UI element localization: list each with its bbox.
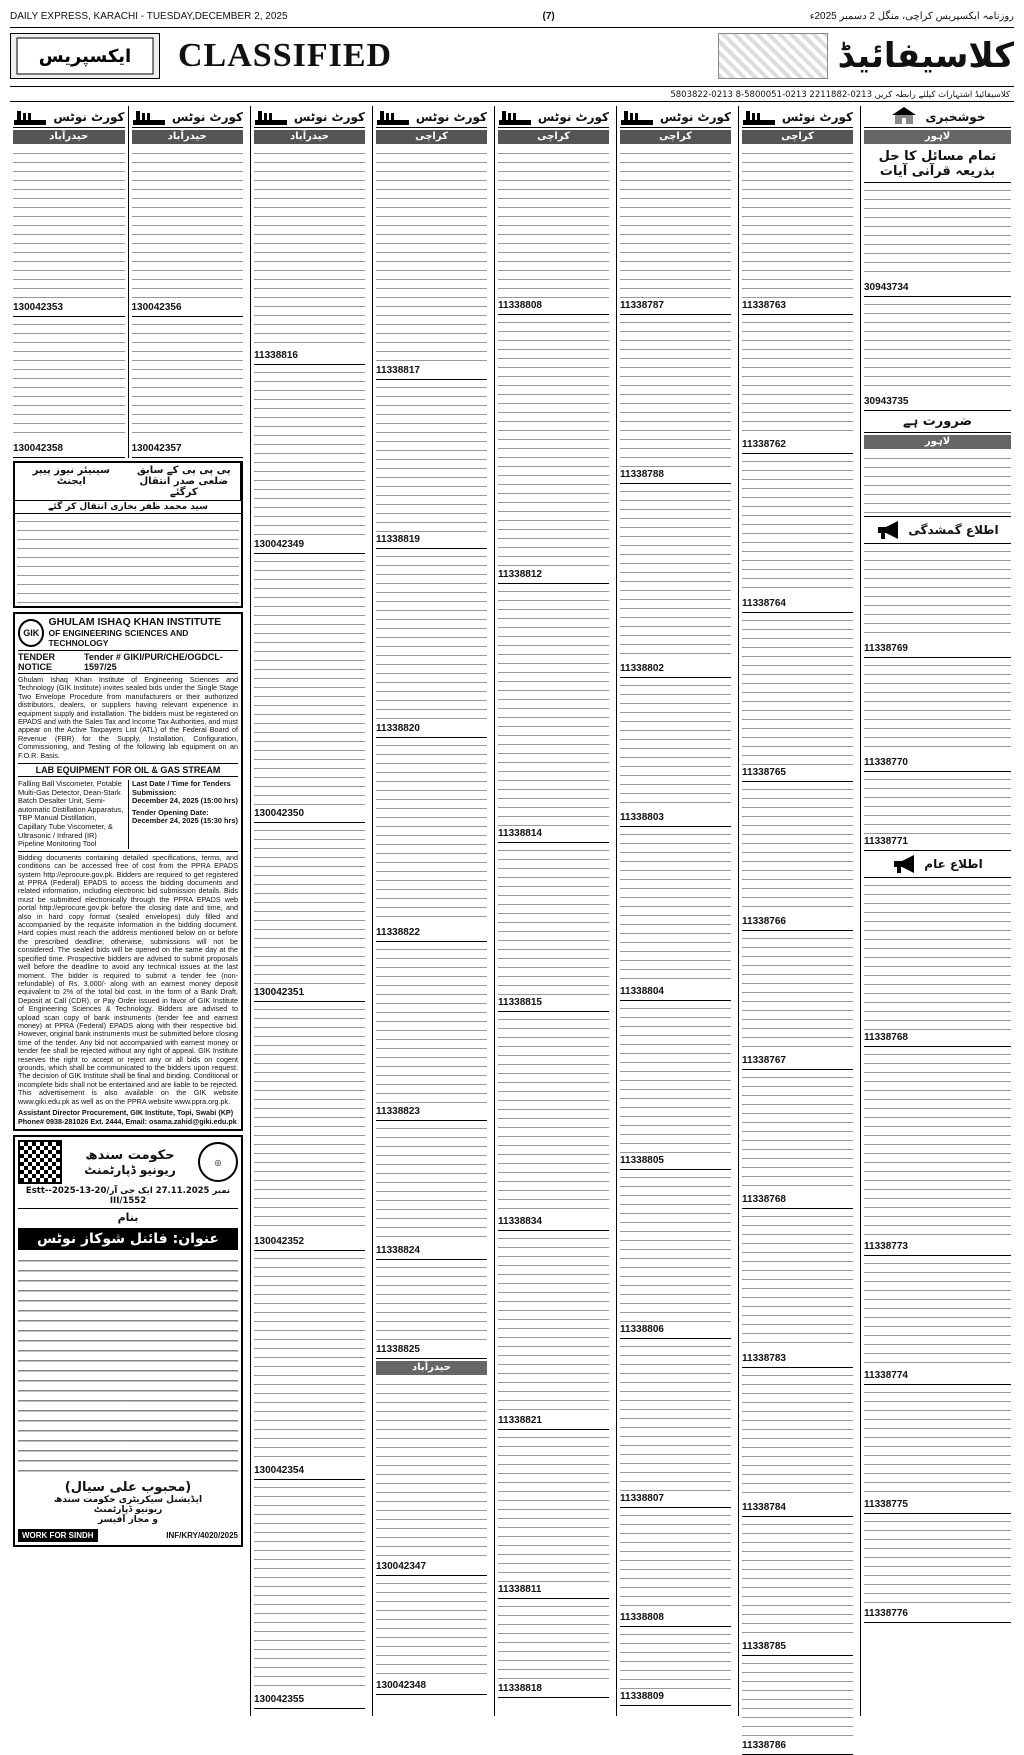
court-notice: 130042357	[132, 317, 244, 458]
court-notice: 11338805	[620, 1001, 731, 1170]
classified-ad: 11338776	[864, 1514, 1011, 1623]
masthead	[10, 30, 1014, 82]
dateline	[10, 6, 1014, 28]
court-notice: 130042351	[254, 823, 365, 1002]
classified-ad: 11338768	[864, 878, 1011, 1047]
court-notice: 11338825	[376, 1260, 487, 1359]
gavel-icon	[620, 108, 654, 126]
court-notice: 11338811	[498, 1430, 609, 1599]
court-notice: 11338788	[620, 315, 731, 484]
classified-ad: 11338770	[864, 658, 1011, 772]
gik-logo-icon: GIK	[18, 619, 44, 647]
column-5: کورٹ نوٹس کراچی 11338787 11338788 11338802 11338803 11338804 11338805 11338806 11338807 11338808 11338809	[616, 106, 734, 1716]
sindh-show-cause-notice: ◎ حکومت سندھ ریونیو ڈپارٹمنٹ نمبر 27.11.2025 ایک جی آر/20-13-2025-Estt-III/1552 بنام عنوان: فائنل شوکاز نوٹس (محبوب علی سیال) ایڈیشنل سیکریٹری حکومت سندھ ریونیو ڈپارٹمنٹ و مجاز آفیسر WORK FOR SINDH INF/KRY/4020/2025	[13, 1135, 243, 1547]
contact-bar: کلاسیفائیڈ اشتہارات کیلئے رابطہ کریں 0213-2211882 0213-5800051-8 0213-5803822	[10, 86, 1014, 102]
gavel-icon	[376, 108, 410, 126]
court-notice: 11338804	[620, 827, 731, 1001]
gavel-icon	[13, 108, 47, 126]
column-4: کورٹ نوٹس کراچی 11338808 11338812 11338814 11338815 11338834 11338821 11338811 11338818	[494, 106, 612, 1716]
classified-ad: 11338769	[864, 544, 1011, 658]
court-notice: 11338820	[376, 549, 487, 738]
dateline-left: DAILY EXPRESS, KARACHI - TUESDAY,DECEMBER 2, 2025	[10, 11, 288, 22]
court-notice: 11338764	[742, 454, 853, 613]
court-notice: 11338807	[620, 1339, 731, 1508]
masthead-artwork	[718, 33, 828, 79]
court-notice: 130042352	[254, 1002, 365, 1251]
court-notice: 11338817	[376, 146, 487, 380]
section-missing-notice: اطلاع گمشدگی	[864, 517, 1011, 544]
column-3: کورٹ نوٹس کراچی 11338817 11338819 11338820 11338822 11338823 11338824 11338825 حیدرآباد 130042347 130042348	[372, 106, 490, 1716]
obituary-box: سینیئر نیوز پیپر ایجنٹ پی پی پی کے سابق ضلعی صدر انتقال کرگئے سید محمد ظفر بخاری انتقال کر گئے	[13, 461, 243, 608]
court-notice: 11338787	[620, 146, 731, 315]
court-notice: 11338815	[498, 843, 609, 1012]
classified-ad: 11338774	[864, 1256, 1011, 1385]
classified-ad: 30943734	[864, 183, 1011, 297]
qr-code-icon	[18, 1140, 62, 1184]
column-1: کورٹ نوٹس حیدرآباد 130042353 130042358 کورٹ نوٹس حیدرآباد 130042356 130042357 سینیئر نیوز پیپر ایجنٹ پی پی پی کے سابق ضلعی صدر انتقال کرگئے سید محمد ظفر بخاری انتقال کر گئے GIK GHULAM ISHAQ KHAN INSTITUTE OF ENGINEERING SCIENCES AND TECHNOLOGY TENDER NOTICE Tender # GIKI/PUR/CHE/OGDCL-1597/25 Ghulam Ishaq Khan Institute of Engineering Sciences and Technology (GIK Institute) invites sealed bids under the Single Stage Two Envelope Procedure from manufacturers or their authorized distributors, dealers, or suppliers having relevant experience in equipment supply and installation. The bidders must be registered on EPADS and with the Sales Tax and Income Tax Authorities, and must appear on the Active Taxpayers List (ATL) of the Federal Board of Revenue (FBR) for the Supply, Installation, Configuration, Commissioning, and Testing of the following lab equipment on an F.O.R. Basis. LAB EQUIPMENT FOR OIL & GAS STREAM Falling Ball Viscometer, Potable Multi-Gas Detector, Dean-Stark Batch Desalter Unit, Semi-automatic Distillation Apparatus, TBP Manual Distillation, Capillary Tube Viscometer, & Ultrasonic / Infrared (IR) Pipeline Monitoring Tool Last Date / Time for Tenders Submission: December 24, 2025 (15:00 hrs) Tender Opening Date: December 24, 2025 (15:30 hrs) Bidding documents containing detailed specifications, terms, and conditions can be accessed free of cost from the PPRA EPADS system http://eprocure.gov.pk. Bidders are required to get registered at PPRA (Federal) EPADS to access the bidding documents and related information, including electronic bid submission details. Bids must be submitted electronically through the PPRA EPADS web portal http://eprocure.gov.pk before the closing date and time, and also in hard copy format (sealed envelopes) duly filled and accompanied by the requisite information in the bidding document. Hard copies must reach the address mentioned below on or before the prescribed deadline; otherwise, submissions will not be considered. The sealed bids will be opened on the same day at the specified time. Prospective bidders are advised to submit proposals well before the deadline to avoid any technical issues at the last moment. The bidder is required to submit a tender fee (non-refundable) of Rs. 3,000/- along with an earnest money deposit equivalent to 2% of the total bid cost, in the form of a Bank Draft, Deposit at Call (CDR), or Pay Order issued in favor of GIK Institute of Engineering Sciences & Technology. Bidders are advised to upload scan copy of bank instruments (tender fee and earnest money) at PPRA (Federal) EPADS along with their respective bid. However, original bank instruments must be submitted before closing time of the tender. Any bid not accompanied with earnest money or tender fee shall be rejected without any right of appeal. GIK Institute reserves the right to accept or reject any or all bids on cogent grounds, which shall be communicated to the bidders upon request. The decision of GIK Institute shall be final and binding. Conditional or incomplete bids shall not be entertained and are liable to be rejected. This advertisement is also available on the GIK website www.giki.edu.pk as well as on the PPRA website www.ppra.org.pk. Assistant Director Procurement, GIK Institute, Topi, Swabi (KP) Phone# 0938-281026 Ext. 2444, Email: osama.zahid@giki.edu.pk ◎ حکومت سندھ ریونیو ڈپارٹمنٹ نمبر 27.11.2025 ایک جی آر/20-13-2025-Estt-III/1552 بنام عنوان: فائنل شوکاز نوٹس (محبوب علی سیال) ایڈیشنل سیکریٹری حکومت سندھ ریونیو ڈپارٹمنٹ و مجاز آفیسر WORK FOR SINDH INF/KRY/4020/2025	[10, 106, 246, 1716]
court-notice: 11338814	[498, 584, 609, 843]
column-2: کورٹ نوٹس حیدرآباد 11338816 130042349 130042350 130042351 130042352 130042354 130042355	[250, 106, 368, 1716]
logo-text: ایکسپریس	[38, 46, 132, 67]
dateline-right: روزنامہ ایکسپریس کراچی، منگل 2 دسمبر 2025ء	[809, 11, 1014, 22]
classified-ad	[864, 451, 1011, 517]
court-notice: 11338768	[742, 1070, 853, 1209]
court-notice: 11338784	[742, 1368, 853, 1517]
court-notice: 11338762	[742, 315, 853, 454]
court-notice: 11338808	[498, 146, 609, 315]
classified-ad: 30943735	[864, 297, 1011, 411]
classified-ad: 11338775	[864, 1385, 1011, 1514]
gavel-icon	[254, 108, 288, 126]
court-notice: 130042354	[254, 1251, 365, 1480]
classified-title-ur: کلاسیفائیڈ	[837, 36, 1014, 76]
court-notice: 11338786	[742, 1656, 853, 1755]
court-notice: 130042347	[376, 1377, 487, 1576]
megaphone-icon	[876, 520, 902, 540]
court-notice: 130042353	[13, 146, 125, 317]
court-notice: 130042349	[254, 365, 365, 554]
court-notice: 11338816	[254, 146, 365, 365]
house-icon	[890, 105, 918, 129]
court-notice: 11338821	[498, 1231, 609, 1430]
court-notice: 11338763	[742, 146, 853, 315]
section-general-notice: اطلاع عام	[864, 851, 1011, 878]
court-notice: 11338809	[620, 1627, 731, 1706]
court-notice: 11338765	[742, 613, 853, 782]
court-notice: 11338785	[742, 1517, 853, 1656]
court-notice: 11338783	[742, 1209, 853, 1368]
court-notice: 11338766	[742, 782, 853, 931]
court-notice: 11338803	[620, 678, 731, 827]
court-notice: 130042355	[254, 1480, 365, 1709]
court-notice: 11338819	[376, 380, 487, 549]
section-need: ضرورت ہے	[864, 411, 1011, 433]
court-notice: 11338822	[376, 738, 487, 942]
court-notice: 11338824	[376, 1121, 487, 1260]
classified-ad: 11338773	[864, 1047, 1011, 1256]
court-notice: 11338834	[498, 1012, 609, 1231]
court-notice: 11338806	[620, 1170, 731, 1339]
page-number: (7)	[542, 11, 555, 22]
court-notice: 130042350	[254, 554, 365, 823]
court-notice: 11338767	[742, 931, 853, 1070]
court-notice: 11338812	[498, 315, 609, 584]
court-notice: 130042348	[376, 1576, 487, 1695]
megaphone-icon	[892, 854, 918, 874]
court-notice: 11338823	[376, 942, 487, 1121]
column-7: خوشخبری لاہور تمام مسائل کا حل بذریعہ قرآنی آیات 30943734 30943735 ضرورت ہے لاہور اطلاع گمشدگی 11338769 11338770 11338771 اطلاع عام 11338768 11338773 11338774 11338775 11338776	[860, 106, 1014, 1716]
classified-title-en: CLASSIFIED	[178, 37, 393, 74]
headline: تمام مسائل کا حل بذریعہ قرآنی آیات	[864, 146, 1011, 183]
gavel-icon	[742, 108, 776, 126]
court-notice: 11338818	[498, 1599, 609, 1698]
express-logo	[10, 33, 160, 79]
classified-columns	[10, 106, 1014, 1751]
sindh-seal-icon: ◎	[198, 1142, 238, 1182]
court-notice: 130042358	[13, 317, 125, 458]
court-notice: 11338808	[620, 1508, 731, 1627]
gik-tender-notice: GIK GHULAM ISHAQ KHAN INSTITUTE OF ENGINEERING SCIENCES AND TECHNOLOGY TENDER NOTICE Tender # GIKI/PUR/CHE/OGDCL-1597/25 Ghulam Ishaq Khan Institute of Engineering Sciences and Technology (GIK Institute) invites sealed bids under the Single Stage Two Envelope Procedure from manufacturers or their authorized distributors, dealers, or suppliers having relevant experience in equipment supply and installation. The bidders must be registered on EPADS and with the Sales Tax and Income Tax Authorities, and must appear on the Active Taxpayers List (ATL) of the Federal Board of Revenue (FBR) for the Supply, Installation, Configuration, Commissioning, and Testing of the following lab equipment on an F.O.R. Basis. LAB EQUIPMENT FOR OIL & GAS STREAM Falling Ball Viscometer, Potable Multi-Gas Detector, Dean-Stark Batch Desalter Unit, Semi-automatic Distillation Apparatus, TBP Manual Distillation, Capillary Tube Viscometer, & Ultrasonic / Infrared (IR) Pipeline Monitoring Tool Last Date / Time for Tenders Submission: December 24, 2025 (15:00 hrs) Tender Opening Date: December 24, 2025 (15:30 hrs) Bidding documents containing detailed specifications, terms, and conditions can be accessed free of cost from the PPRA EPADS system http://eprocure.gov.pk. Bidders are required to get registered at PPRA (Federal) EPADS to access the bidding documents and related information, including electronic bid submission details. Bids must be submitted electronically through the PPRA EPADS web portal http://eprocure.gov.pk before the closing date and time, and also in hard copy format (sealed envelopes) duly filled and accompanied by the requisite information in the bidding document. Hard copies must reach the address mentioned below on or before the prescribed deadline; otherwise, submissions will not be considered. The sealed bids will be opened on the same day at the specified time. Prospective bidders are advised to submit proposals well before the deadline to avoid any technical issues at the last moment. The bidder is required to submit a tender fee (non-refundable) of Rs. 3,000/- along with an earnest money deposit equivalent to 2% of the total bid cost, in the form of a Bank Draft, Deposit at Call (CDR), or Pay Order issued in favor of GIK Institute of Engineering Sciences & Technology. Bidders are advised to upload scan copy of bank instruments (tender fee and earnest money) at PPRA (Federal) EPADS along with their respective bid. However, original bank instruments must be submitted before closing time of the tender. Any bid not accompanied with earnest money or tender fee shall be rejected without any right of appeal. GIK Institute reserves the right to accept or reject any or all bids on cogent grounds, which shall be communicated to the bidders upon request. The decision of GIK Institute shall be final and binding. Conditional or incomplete bids shall not be entertained and are liable to be rejected. This advertisement is also available on the GIK website www.giki.edu.pk as well as on the PPRA website www.ppra.org.pk. Assistant Director Procurement, GIK Institute, Topi, Swabi (KP) Phone# 0938-281026 Ext. 2444, Email: osama.zahid@giki.edu.pk	[13, 612, 243, 1131]
court-notice: 130042356	[132, 146, 244, 317]
court-notice: 11338802	[620, 484, 731, 678]
column-6: کورٹ نوٹس کراچی 11338763 11338762 11338764 11338765 11338766 11338767 11338768 11338783 11338784 11338785 11338786	[738, 106, 856, 1716]
gavel-icon	[498, 108, 532, 126]
classified-ad: 11338771	[864, 772, 1011, 851]
gavel-icon	[132, 108, 166, 126]
